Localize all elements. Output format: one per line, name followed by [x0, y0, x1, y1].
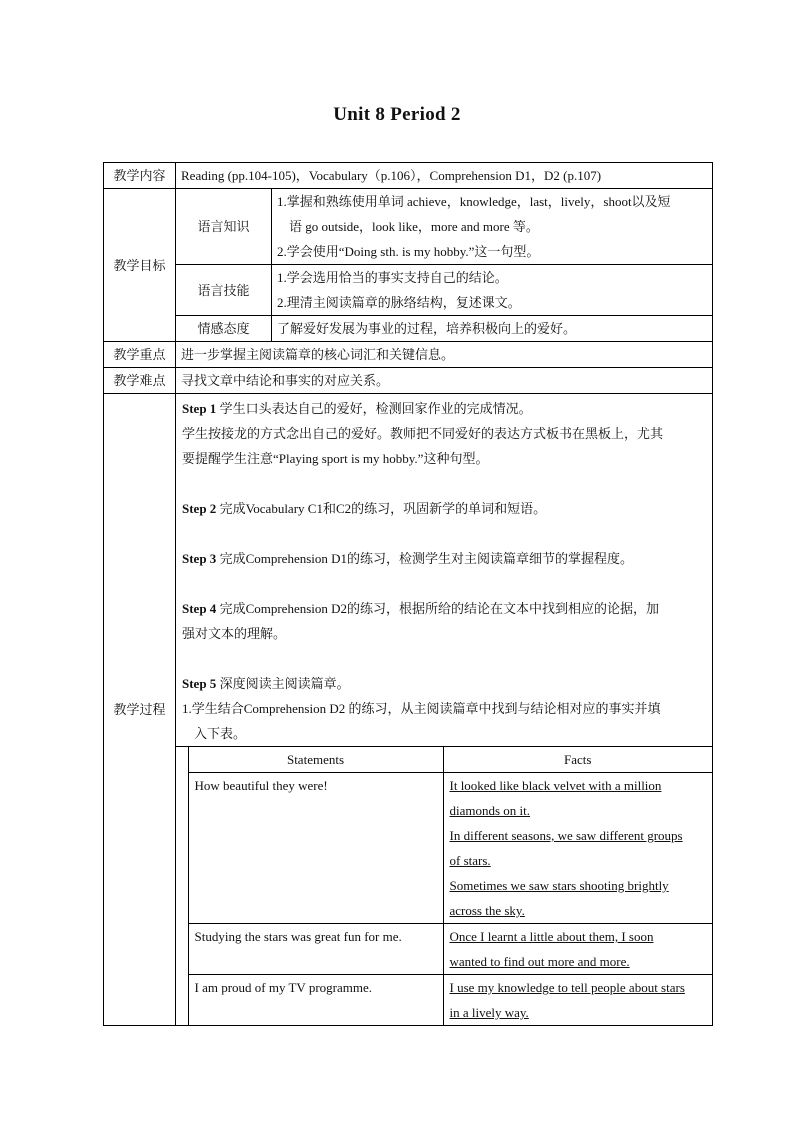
label-content: 教学内容: [104, 163, 176, 189]
facts-cell: Once I learnt a little about them, I soon wanted to find out more and more.: [443, 924, 712, 975]
step-4-line-2: 强对文本的理解。: [182, 626, 287, 641]
facts-table-gutter: [176, 975, 188, 1026]
facts-cell: I use my knowledge to tell people about stars in a lively way.: [443, 975, 712, 1026]
row-content: [104, 163, 713, 189]
label-difficult: 教学难点: [104, 368, 176, 394]
step-1: Step 1 学生口头表达自己的爱好，检测回家作业的完成情况。: [182, 401, 532, 416]
step-4: Step 4 完成Comprehension D2的练习，根据所给的结论在文本中找到相应的论据，加: [182, 601, 660, 616]
skills-line-2: 2.理清主阅读篇章的脉络结构，复述课文。: [277, 295, 521, 310]
value-attitude: 了解爱好发展为事业的过程，培养积极向上的爱好。: [272, 316, 713, 342]
row-key: [104, 342, 713, 368]
step-1-line-2: 学生按接龙的方式念出自己的爱好。教师把不同爱好的表达方式板书在黑板上，尤其: [182, 426, 664, 441]
value-difficult: 寻找文章中结论和事实的对应关系。: [176, 368, 713, 394]
row-goals-skills: [104, 265, 713, 316]
statement-cell: Studying the stars was great fun for me.: [188, 924, 443, 975]
statement-cell: How beautiful they were!: [188, 773, 443, 924]
row-goals-knowledge: [104, 189, 713, 265]
label-key: 教学重点: [104, 342, 176, 368]
page-title: Unit 8 Period 2: [333, 104, 461, 125]
facts-table-gutter: [176, 773, 188, 924]
knowledge-line-1: 1.掌握和熟练使用单词 achieve，knowledge，last，lively，shoot以及短: [277, 194, 671, 209]
label-process: 教学过程: [104, 394, 176, 1026]
value-knowledge: [272, 189, 713, 265]
step-2: Step 2 完成Vocabulary C1和C2的练习，巩固新学的单词和短语。: [182, 501, 547, 516]
label-skills: 语言技能: [176, 265, 272, 316]
step-5: Step 5 深度阅读主阅读篇章。: [182, 676, 350, 691]
knowledge-line-3: 2.学会使用“Doing sth. is my hobby.”这一句型。: [277, 244, 540, 259]
facts-table-header: [176, 747, 712, 773]
table-row: [176, 773, 712, 924]
header-statements: Statements: [188, 747, 443, 773]
statements-facts-table: [176, 746, 712, 1025]
value-content: Reading (pp.104-105)，Vocabulary（p.106），Comprehension D1，D2 (p.107): [176, 163, 713, 189]
step-3: Step 3 完成Comprehension D1的练习，检测学生对主阅读篇章细节的掌握程度。: [182, 551, 634, 566]
header-facts: Facts: [443, 747, 712, 773]
table-row: [176, 924, 712, 975]
value-skills: [272, 265, 713, 316]
label-attitude: 情感态度: [176, 316, 272, 342]
value-process: [176, 394, 713, 1026]
step-5-line-2: 1.学生结合Comprehension D2 的练习，从主阅读篇章中找到与结论相对应的事实并填: [182, 701, 661, 716]
facts-table-gutter: [176, 924, 188, 975]
lesson-plan-table: [103, 162, 713, 1026]
skills-line-1: 1.学会选用恰当的事实支持自己的结论。: [277, 270, 508, 285]
facts-cell: It looked like black velvet with a million diamonds on it. In different seasons, we saw different groups of stars. Sometimes we saw stars shooting brightly across the sky.: [443, 773, 712, 924]
step-5-line-3: 入下表。: [194, 726, 247, 741]
facts-table-gutter: [176, 747, 188, 773]
row-goals-attitude: [104, 316, 713, 342]
knowledge-line-2: 语 go outside，look like，more and more 等。: [289, 219, 539, 234]
statement-cell: I am proud of my TV programme.: [188, 975, 443, 1026]
table-row: [176, 975, 712, 1026]
row-process: [104, 394, 713, 1026]
value-key: 进一步掌握主阅读篇章的核心词汇和关键信息。: [176, 342, 713, 368]
label-goals: 教学目标: [104, 189, 176, 342]
label-knowledge: 语言知识: [176, 189, 272, 265]
step-1-line-3: 要提醒学生注意“Playing sport is my hobby.”这种句型。: [182, 451, 489, 466]
row-difficult: [104, 368, 713, 394]
